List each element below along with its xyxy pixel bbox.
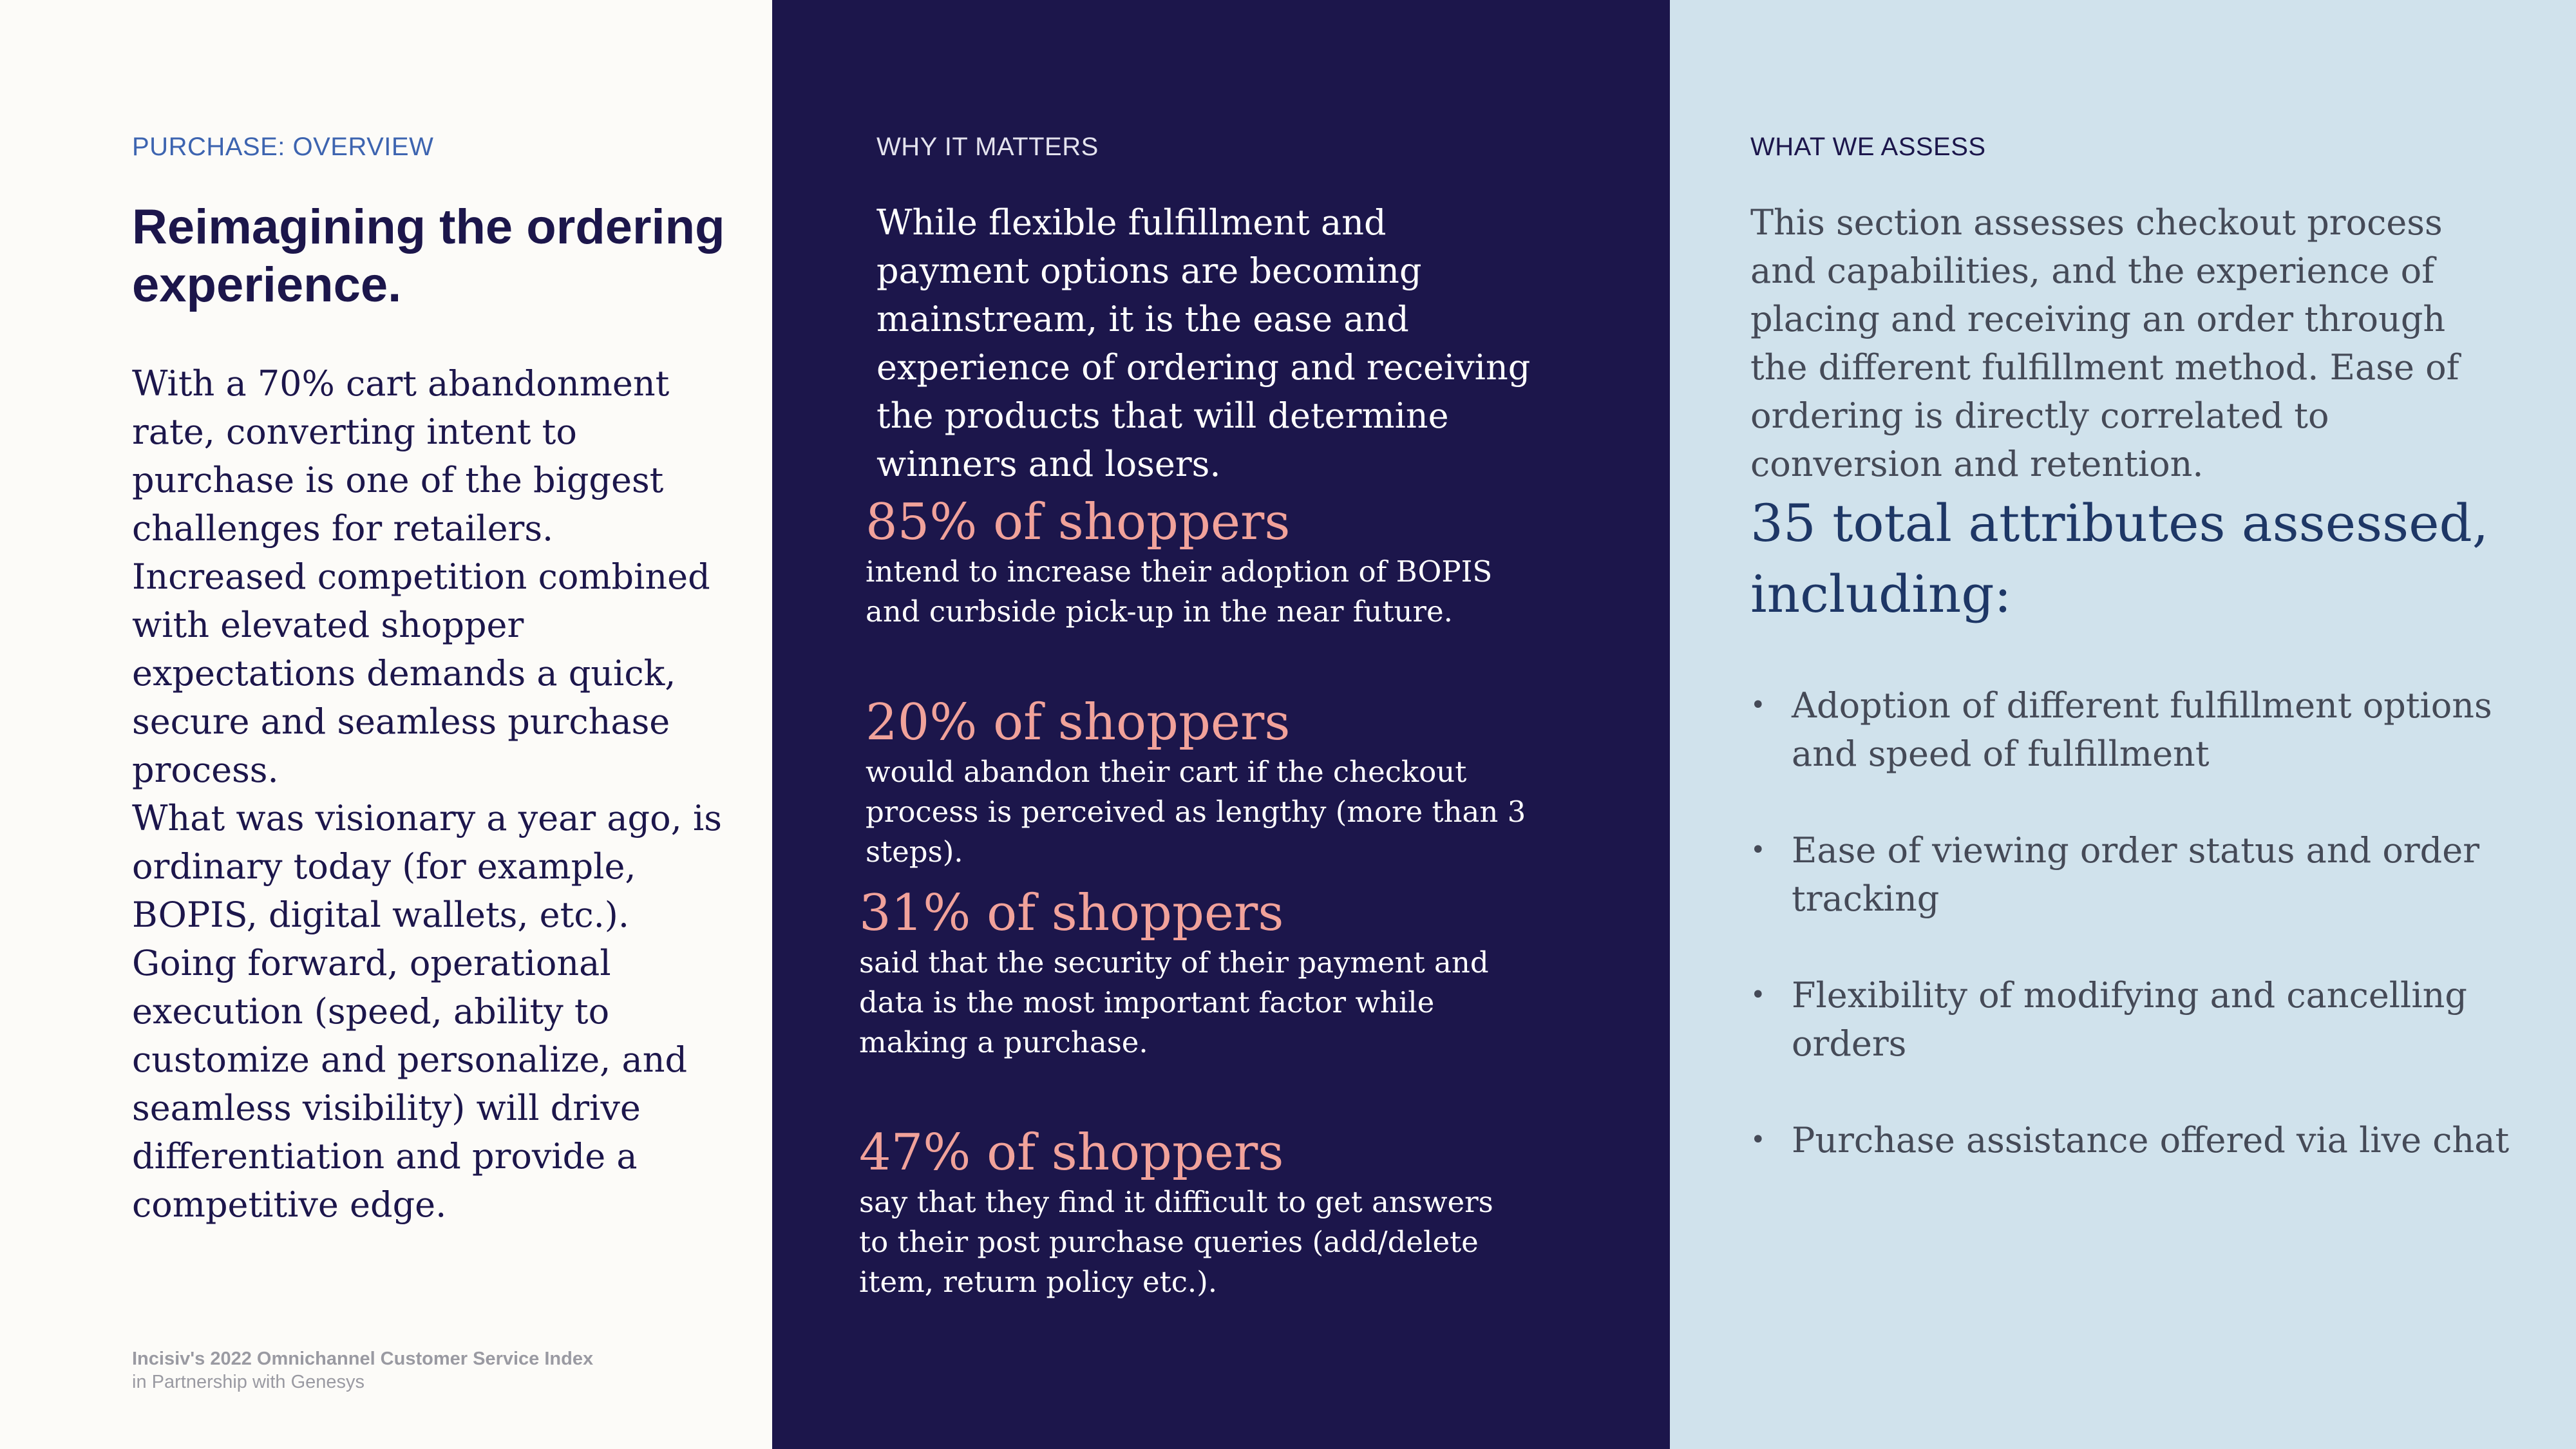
list-item — [1750, 681, 2536, 778]
stat-headline: 20% of shoppers — [866, 694, 1291, 752]
list-item-text: Adoption of different fulfillment options and speed of fulfillment — [1792, 685, 2492, 774]
list-item — [1750, 971, 2536, 1068]
stat-description: said that the security of their payment and data is the most important factor while making a purchase. — [859, 945, 1489, 1059]
left-panel-overview — [0, 0, 772, 1449]
stat-headline: 47% of shoppers — [859, 1124, 1284, 1182]
section-eyebrow: PURCHASE: OVERVIEW — [132, 133, 434, 161]
bullet-dot-icon: • — [1750, 690, 1766, 720]
bullet-dot-icon: • — [1750, 980, 1766, 1010]
what-we-assess-intro: This section assesses checkout process and capabilities, and the experience of placing and receiving an order through the different fulfillment method. Ease of ordering is directly correlated to conversion and retention. — [1750, 202, 2459, 484]
bullet-dot-icon: • — [1750, 835, 1766, 865]
list-item-text: Flexibility of modifying and cancelling orders — [1792, 975, 2467, 1064]
footer-report-title: Incisiv's 2022 Omnichannel Customer Service Index — [132, 1349, 594, 1369]
footer-partnership: in Partnership with Genesys — [132, 1372, 365, 1392]
stat-headline: 31% of shoppers — [859, 884, 1284, 942]
page-title: Reimagining the ordering experience. — [132, 200, 725, 312]
list-item-text: Purchase assistance offered via live chat — [1792, 1120, 2510, 1160]
section-eyebrow: WHAT WE ASSESS — [1750, 133, 1986, 161]
attributes-heading: 35 total attributes assessed, including: — [1750, 493, 2489, 624]
stat-description: would abandon their cart if the checkout process is perceived as lengthy (more than 3 steps). — [866, 755, 1526, 869]
stat-block — [859, 1123, 1529, 1302]
attributes-list — [1750, 681, 2536, 1213]
stat-block — [859, 884, 1529, 1063]
overview-paragraph-2: What was visionary a year ago, is ordinary today (for example, BOPIS, digital wallets, etc.). Going forward, operational execution (speed, ability to customize and personalize, and seamless visibility) will drive differentiation and provide a competitive edge. — [132, 798, 722, 1225]
overview-paragraph-1: With a 70% cart abandonment rate, converting intent to purchase is one of the biggest challenges for retailers. Increased competition combined with elevated shopper expectations demands a quick, secure and seamless purchase process. — [132, 363, 710, 790]
bullet-dot-icon: • — [1750, 1125, 1766, 1155]
stat-block — [866, 493, 1535, 632]
list-item — [1750, 826, 2536, 923]
right-panel-what-we-assess — [1670, 0, 2576, 1449]
stat-description: say that they find it difficult to get answers to their post purchase queries (add/delete item, return policy etc.). — [859, 1185, 1493, 1299]
why-it-matters-intro: While flexible fulfillment and payment options are becoming mainstream, it is the ease and experience of ordering and receiving the products that will determine winners and losers. — [876, 202, 1531, 484]
list-item-text: Ease of viewing order status and order tracking — [1792, 830, 2480, 919]
stat-headline: 85% of shoppers — [866, 493, 1291, 551]
stat-block — [866, 693, 1535, 872]
stat-description: intend to increase their adoption of BOPIS and curbside pick-up in the near future. — [866, 554, 1493, 629]
section-eyebrow: WHY IT MATTERS — [876, 133, 1099, 161]
list-item — [1750, 1116, 2536, 1164]
middle-panel-why-it-matters — [772, 0, 1670, 1449]
